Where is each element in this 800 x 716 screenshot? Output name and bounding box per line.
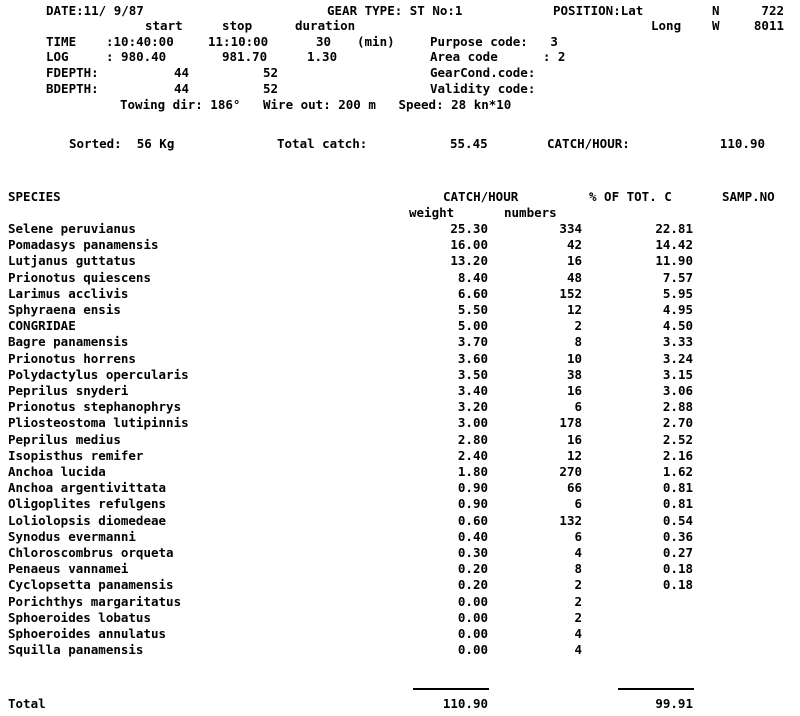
species-pct: 11.90: [655, 253, 693, 268]
species-name: Bagre panamensis: [8, 334, 129, 349]
species-weight: 0.90: [457, 496, 488, 511]
pct-total-header: % OF TOT. C: [589, 189, 672, 204]
species-weight: 13.20: [450, 253, 488, 268]
species-numbers: 8: [574, 334, 582, 349]
lat-value: 722: [761, 3, 784, 18]
species-numbers: 4: [574, 545, 582, 560]
species-pct: 0.18: [662, 577, 693, 592]
validity-code: Validity code:: [430, 81, 536, 96]
total-catch-label: Total catch:: [277, 136, 368, 151]
species-name: CONGRIDAE: [8, 318, 76, 333]
species-numbers: 4: [574, 626, 582, 641]
lat-direction: N: [712, 3, 720, 18]
time-label: TIME: [46, 34, 77, 49]
species-weight: 3.60: [457, 351, 488, 366]
species-pct: 3.06: [662, 383, 693, 398]
species-name: Cyclopsetta panamensis: [8, 577, 174, 592]
samp-no-header: SAMP.NO: [722, 189, 775, 204]
bdepth-label: BDEPTH:: [46, 81, 99, 96]
col-start: start: [145, 18, 183, 33]
col-duration: duration: [295, 18, 356, 33]
fdepth-label: FDEPTH:: [46, 65, 99, 80]
species-pct: 0.54: [662, 513, 693, 528]
species-numbers: 16: [566, 253, 582, 268]
log-duration: 1.30: [307, 49, 338, 64]
catch-hour-value: 110.90: [719, 136, 765, 151]
time-duration: 30: [316, 34, 332, 49]
species-numbers: 270: [559, 464, 582, 479]
species-pct: 2.88: [662, 399, 693, 414]
species-weight: 0.20: [457, 561, 488, 576]
species-name: Penaeus vannamei: [8, 561, 129, 576]
species-weight: 3.50: [457, 367, 488, 382]
species-name: Peprilus snyderi: [8, 383, 129, 398]
species-numbers: 178: [559, 415, 582, 430]
gearcond-code: GearCond.code:: [430, 65, 536, 80]
species-pct: 0.36: [662, 529, 693, 544]
bdepth-start: 44: [174, 81, 190, 96]
species-weight: 3.20: [457, 399, 488, 414]
pct-total-rule: [618, 688, 694, 690]
species-numbers: 12: [566, 302, 582, 317]
total-catch-value: 55.45: [450, 136, 488, 151]
species-weight: 0.90: [457, 480, 488, 495]
species-numbers: 2: [574, 318, 582, 333]
total-label: Total: [8, 696, 46, 711]
species-pct: 3.24: [662, 351, 693, 366]
long-value: 8011: [753, 18, 784, 33]
total-pct: 99.91: [655, 696, 693, 711]
species-pct: 0.27: [662, 545, 693, 560]
species-name: Pomadasys panamensis: [8, 237, 159, 252]
species-weight: 0.40: [457, 529, 488, 544]
species-pct: 3.15: [662, 367, 693, 382]
species-pct: 0.81: [662, 496, 693, 511]
species-numbers: 66: [566, 480, 582, 495]
species-numbers: 38: [566, 367, 582, 382]
species-name: Prionotus horrens: [8, 351, 136, 366]
total-weight: 110.90: [442, 696, 488, 711]
species-weight: 8.40: [457, 270, 488, 285]
species-pct: 1.62: [662, 464, 693, 479]
species-numbers: 12: [566, 448, 582, 463]
species-weight: 2.80: [457, 432, 488, 447]
species-weight: 0.60: [457, 513, 488, 528]
species-header: SPECIES: [8, 189, 61, 204]
gear-type: GEAR TYPE: ST No:1: [327, 3, 463, 18]
species-weight: 5.50: [457, 302, 488, 317]
species-pct: 2.16: [662, 448, 693, 463]
time-start: :10:40:00: [106, 34, 174, 49]
species-weight: 1.80: [457, 464, 488, 479]
species-weight: 3.40: [457, 383, 488, 398]
species-weight: 0.20: [457, 577, 488, 592]
species-weight: 0.30: [457, 545, 488, 560]
species-pct: 22.81: [655, 221, 693, 236]
bdepth-stop: 52: [263, 81, 279, 96]
species-name: Selene peruvianus: [8, 221, 136, 236]
species-name: Lutjanus guttatus: [8, 253, 136, 268]
species-name: Larimus acclivis: [8, 286, 129, 301]
species-pct: 4.50: [662, 318, 693, 333]
catch-hour-header: CATCH/HOUR: [443, 189, 519, 204]
species-numbers: 48: [566, 270, 582, 285]
species-name: Pliosteostoma lutipinnis: [8, 415, 189, 430]
species-numbers: 42: [566, 237, 582, 252]
species-weight: 3.70: [457, 334, 488, 349]
numbers-subheader: numbers: [504, 205, 557, 220]
species-name: Prionotus stephanophrys: [8, 399, 182, 414]
time-unit: (min): [357, 34, 395, 49]
species-name: Oligoplites refulgens: [8, 496, 167, 511]
species-name: Isopisthus remifer: [8, 448, 144, 463]
species-pct: 5.95: [662, 286, 693, 301]
species-name: Loliolopsis diomedeae: [8, 513, 167, 528]
species-name: Synodus evermanni: [8, 529, 136, 544]
species-weight: 3.00: [457, 415, 488, 430]
species-weight: 0.00: [457, 594, 488, 609]
date: DATE:11/ 9/87: [46, 3, 144, 18]
species-numbers: 334: [559, 221, 582, 236]
species-pct: 14.42: [655, 237, 693, 252]
species-pct: 2.52: [662, 432, 693, 447]
species-numbers: 132: [559, 513, 582, 528]
species-name: Squilla panamensis: [8, 642, 144, 657]
species-numbers: 6: [574, 529, 582, 544]
position-label: POSITION:Lat: [553, 3, 644, 18]
species-weight: 2.40: [457, 448, 488, 463]
species-weight: 16.00: [450, 237, 488, 252]
species-numbers: 152: [559, 286, 582, 301]
species-name: Sphyraena ensis: [8, 302, 121, 317]
purpose-code: Purpose code: 3: [430, 34, 558, 49]
species-numbers: 16: [566, 432, 582, 447]
species-numbers: 10: [566, 351, 582, 366]
species-weight: 25.30: [450, 221, 488, 236]
time-stop: 11:10:00: [208, 34, 269, 49]
species-name: Anchoa lucida: [8, 464, 106, 479]
species-name: Sphoeroides annulatus: [8, 626, 167, 641]
log-label: LOG: [46, 49, 69, 64]
species-pct: 2.70: [662, 415, 693, 430]
species-weight: 0.00: [457, 610, 488, 625]
col-stop: stop: [222, 18, 253, 33]
species-numbers: 2: [574, 610, 582, 625]
species-pct: 0.81: [662, 480, 693, 495]
species-weight: 6.60: [457, 286, 488, 301]
species-numbers: 6: [574, 399, 582, 414]
long-direction: W: [712, 18, 720, 33]
towing-line: Towing dir: 186° Wire out: 200 m Speed: 28 kn*10: [120, 97, 512, 112]
species-numbers: 6: [574, 496, 582, 511]
species-pct: 7.57: [662, 270, 693, 285]
species-weight: 0.00: [457, 626, 488, 641]
species-pct: 0.18: [662, 561, 693, 576]
species-name: Porichthys margaritatus: [8, 594, 182, 609]
species-numbers: 8: [574, 561, 582, 576]
weight-total-rule: [413, 688, 489, 690]
area-code: Area code : 2: [430, 49, 566, 64]
species-name: Prionotus quiescens: [8, 270, 151, 285]
species-numbers: 16: [566, 383, 582, 398]
fdepth-start: 44: [174, 65, 190, 80]
species-numbers: 2: [574, 577, 582, 592]
species-name: Polydactylus opercularis: [8, 367, 189, 382]
log-start: : 980.40: [106, 49, 167, 64]
species-name: Peprilus medius: [8, 432, 121, 447]
weight-subheader: weight: [409, 205, 455, 220]
species-weight: 5.00: [457, 318, 488, 333]
species-pct: 4.95: [662, 302, 693, 317]
catch-hour-label: CATCH/HOUR:: [547, 136, 630, 151]
log-stop: 981.70: [222, 49, 268, 64]
species-numbers: 2: [574, 594, 582, 609]
species-name: Chloroscombrus orqueta: [8, 545, 174, 560]
species-name: Sphoeroides lobatus: [8, 610, 151, 625]
species-weight: 0.00: [457, 642, 488, 657]
long-label: Long: [651, 18, 682, 33]
species-name: Anchoa argentivittata: [8, 480, 167, 495]
species-pct: 3.33: [662, 334, 693, 349]
sorted-weight: Sorted: 56 Kg: [69, 136, 175, 151]
species-numbers: 4: [574, 642, 582, 657]
fdepth-stop: 52: [263, 65, 279, 80]
